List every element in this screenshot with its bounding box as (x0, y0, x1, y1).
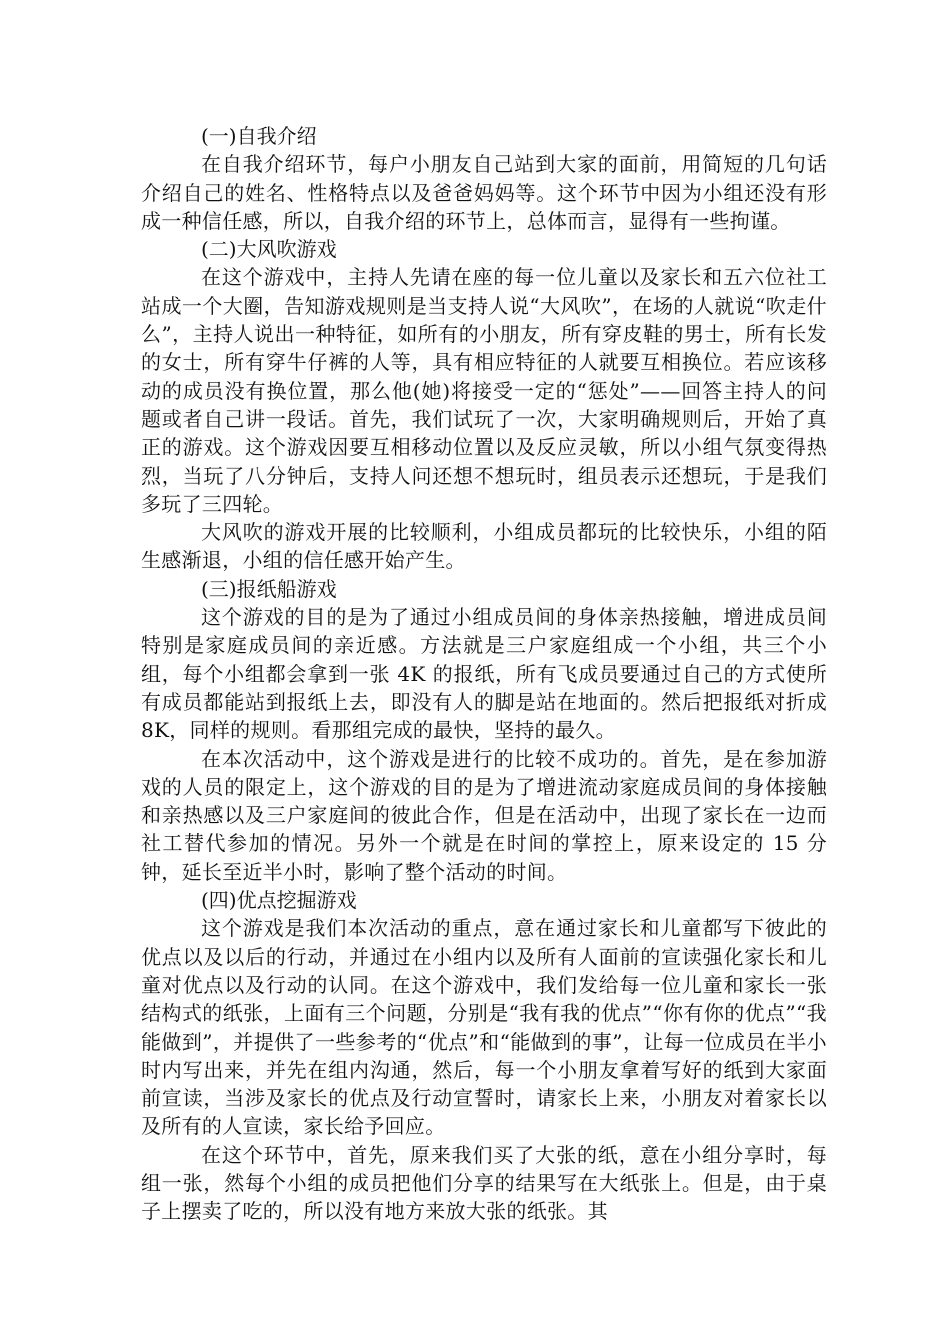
paragraph: 在本次活动中，这个游戏是进行的比较不成功的。首先，是在参加游戏的人员的限定上，这个游戏的目的是为了增进流动家庭成员间的身体接触和亲热感以及三户家庭间的彼此合作，但是在活动中，出现了家长在一边而社工替代参加的情况。另外一个就是在时间的掌控上，原来设定的 15 分钟，延长至近半小时，影响了整个活动的时间。 (141, 746, 827, 884)
paragraph: 在这个环节中，首先，原来我们买了大张的纸，意在小组分享时，每组一张，然每个小组的成员把他们分享的结果写在大纸张上。但是，由于桌子上摆卖了吃的，所以没有地方来放大张的纸张。其 (141, 1142, 827, 1224)
paragraph: 这个游戏的目的是为了通过小组成员间的身体亲热接触，增进成员间特别是家庭成员间的亲近感。方法就是三户家庭组成一个小组，共三个小组，每个小组都会拿到一张 4K 的报纸，所有飞成员要通过自己的方式使所有成员都能站到报纸上去，即没有人的脚是站在地面的。然后把报纸对折成 8K，同样的规则。看那组完成的最快，坚持的最久。 (141, 605, 827, 743)
paragraph: 这个游戏是我们本次活动的重点，意在通过家长和儿童都写下彼此的优点以及以后的行动，并通过在小组内以及所有人面前的宣读强化家长和儿童对优点以及行动的认同。在这个游戏中，我们发给每一位儿童和家长一张结构式的纸张，上面有三个问题，分别是“我有我的优点”“你有你的优点”“我能做到”，并提供了一些参考的“优点”和“能做到的事”，让每一位成员在半小时内写出来，并先在组内沟通，然后，每一个小朋友拿着写好的纸到大家面前宣读，当涉及家长的优点及行动宣誓时，请家长上来，小朋友对着家长以及所有的人宣读，家长给予回应。 (141, 916, 827, 1139)
paragraph: 在自我介绍环节，每户小朋友自己站到大家的面前，用简短的几句话介绍自己的姓名、性格特点以及爸爸妈妈等。这个环节中因为小组还没有形成一种信任感，所以，自我介绍的环节上，总体而言，显得有一些拘谨。 (141, 152, 827, 233)
paragraph: 在这个游戏中，主持人先请在座的每一位儿童以及家长和五六位社工站成一个大圈，告知游戏规则是当支持人说“大风吹”，在场的人就说“吹走什么”，主持人说出一种特征，如所有的小朋友，所有穿皮鞋的男士，所有长发的女士，所有穿牛仔裤的人等，具有相应特征的人就要互相换位。若应该移动的成员没有换位置，那么他(她)将接受一定的“惩处”——回答主持人的问题或者自己讲一段话。首先，我们试玩了一次，大家明确规则后，开始了真正的游戏。这个游戏因要互相移动位置以及反应灵敏，所以小组气氛变得热烈，当玩了八分钟后，支持人问还想不想玩时，组员表示还想玩，于是我们多玩了三四轮。 (141, 265, 827, 516)
paragraph: 大风吹的游戏开展的比较顺利，小组成员都玩的比较快乐，小组的陌生感渐退，小组的信任感开始产生。 (141, 520, 827, 573)
section-heading: (四)优点挖掘游戏 (201, 888, 357, 913)
section-heading: (三)报纸船游戏 (201, 576, 337, 601)
section-heading: (二)大风吹游戏 (201, 237, 337, 262)
section-heading: (一)自我介绍 (201, 124, 317, 148)
document-body (141, 122, 827, 1226)
